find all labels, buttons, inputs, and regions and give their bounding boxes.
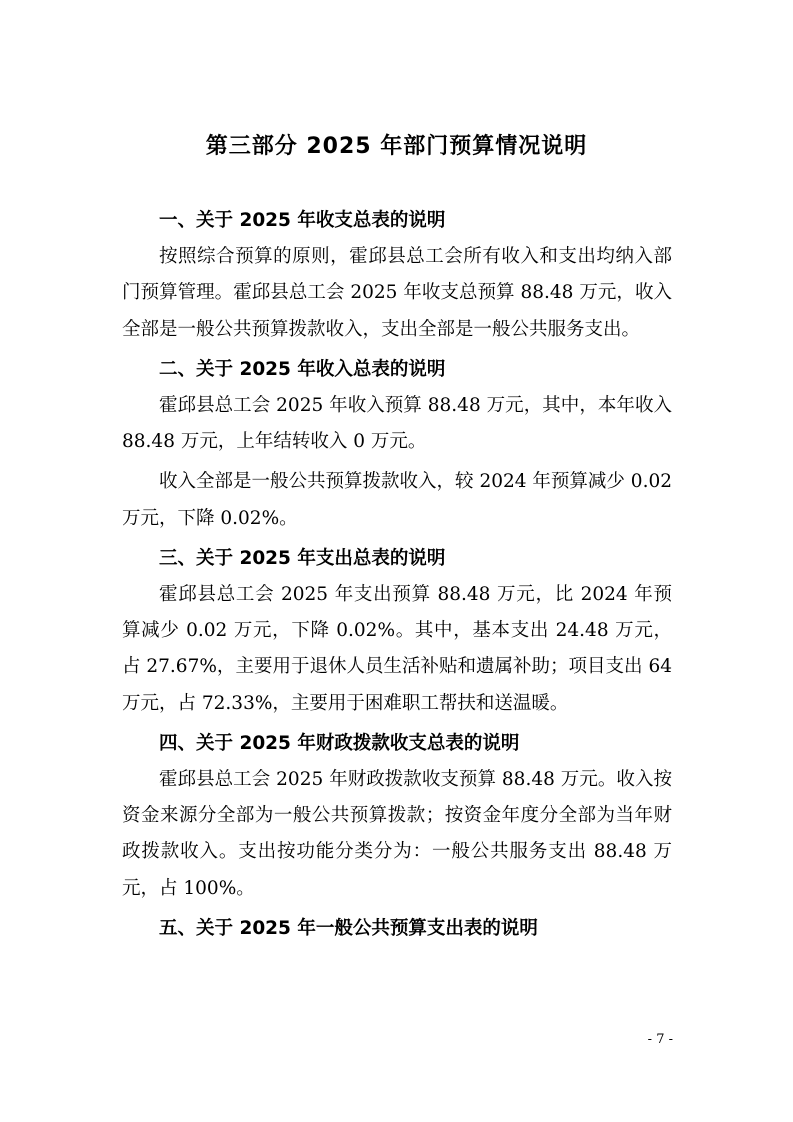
page-number: - 7 -	[647, 1032, 673, 1047]
section-4-heading: 四、关于 2025 年财政拨款收支总表的说明	[159, 732, 520, 754]
section-3-heading: 三、关于 2025 年支出总表的说明	[159, 547, 446, 569]
section-5-heading: 五、关于 2025 年一般公共预算支出表的说明	[159, 917, 538, 939]
section-3-paragraph-1: 霍邱县总工会 2025 年支出预算 88.48 万元，比 2024 年预算减少 0.02 万元，下降 0.02%。其中，基本支出 24.48 万元，占 27.67%，主要用于退休人员生活补贴和遗属补助；项目支出 64 万元，占 72.33%，主要用于困难职工帮扶和送温暖。	[122, 584, 672, 714]
section-2-heading: 二、关于 2025 年收入总表的说明	[159, 358, 446, 380]
section-1-paragraph-1: 按照综合预算的原则，霍邱县总工会所有收入和支出均纳入部门预算管理。霍邱县总工会 2025 年收支总预算 88.48 万元，收入全部是一般公共预算拨款收入，支出全部是一般公共服务支出。	[122, 246, 672, 340]
document-body	[122, 203, 672, 947]
page-title: 第三部分 2025 年部门预算情况说明	[205, 134, 588, 159]
section-2-paragraph-2: 收入全部是一般公共预算拨款收入，较 2024 年预算减少 0.02 万元，下降 0.02%。	[122, 471, 672, 529]
section-1-heading: 一、关于 2025 年收支总表的说明	[159, 210, 446, 231]
section-2-paragraph-1: 霍邱县总工会 2025 年收入预算 88.48 万元，其中，本年收入 88.48 万元，上年结转收入 0 万元。	[122, 395, 672, 453]
section-4-paragraph-1: 霍邱县总工会 2025 年财政拨款收支预算 88.48 万元。收入按资金来源分全部为一般公共预算拨款；按资金年度分全部为当年财政拨款收入。支出按功能分类分为：一般公共服务支出 88.48 万元，占 100%。	[122, 769, 672, 899]
